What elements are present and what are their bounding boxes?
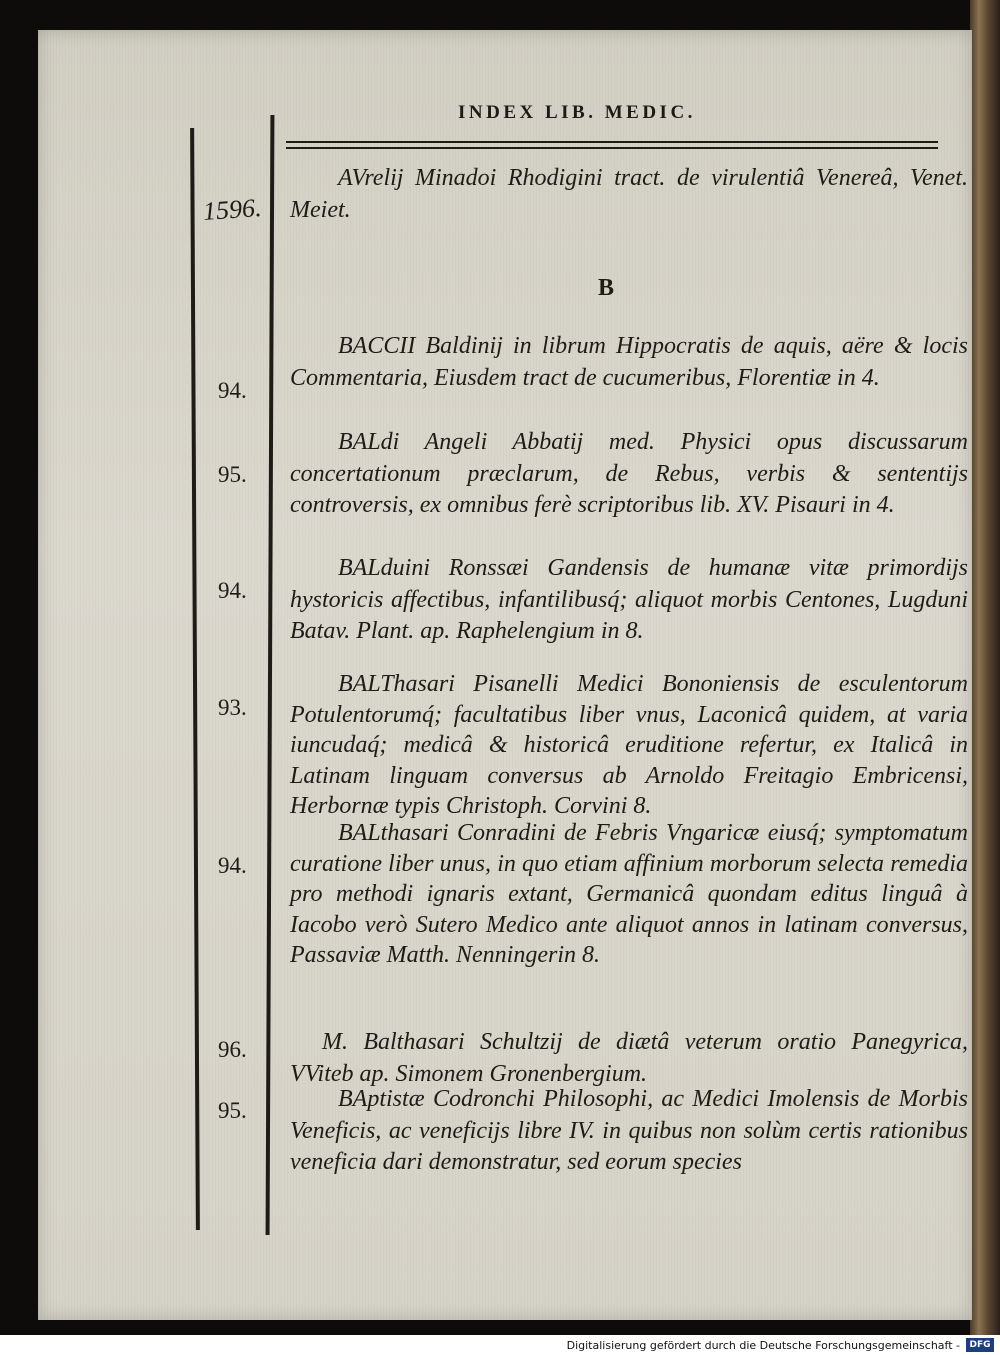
- section-letter: B: [598, 275, 615, 301]
- index-entry: BALThasari Pisanelli Medici Bononiensis de esculentorum Potulentorumq́; facultatibus liber vnus, Laconicâ quidem, at varia iuncudaq́; medicâ & historicâ eruditione refertur, ex Italicâ in Latinam linguam conversus ab Arnoldo Freitagio Embricensi, Herbornæ typis Christoph. Corvini 8.: [290, 671, 968, 819]
- index-entry: BAptistæ Codronchi Philosophi, ac Medici Imolensis de Morbis Veneficis, ac veneficijs libre IV. in quibus non solùm certis rationibus veneficia dari demonstratur, sed eorum species: [290, 1086, 968, 1175]
- book-edge: [970, 0, 1000, 1335]
- margin-number: 95.: [218, 462, 247, 487]
- margin-number: 94.: [218, 378, 247, 403]
- index-entry: M. Balthasari Schultzij de diætâ veterum oratio Panegyrica, VViteb ap. Simonem Gronenbergium.: [290, 1029, 968, 1087]
- header-rule-top: [286, 141, 938, 143]
- margin-year: 1596.: [202, 192, 263, 227]
- header-rule-bottom: [286, 147, 938, 149]
- index-entry: BALdi Angeli Abbatij med. Physici opus discussarum concertationum præclarum, de Rebus, verbis & sententijs controversis, ex omnibus ferè scriptoribus lib. XV. Pisauri in 4.: [290, 429, 968, 518]
- margin-number: 93.: [218, 695, 247, 720]
- margin-number: 95.: [218, 1098, 247, 1123]
- index-entry: AVrelij Minadoi Rhodigini tract. de virulentiâ Venereâ, Venet. Meiet.: [290, 165, 968, 223]
- footer-credit: Digitalisierung gefördert durch die Deutsche Forschungsgemeinschaft -: [566, 1339, 960, 1352]
- margin-number: 94.: [218, 578, 247, 603]
- index-entry: BACCII Baldinij in librum Hippocratis de aquis, aëre & locis Commentaria, Eiusdem tract de cucumeribus, Florentiæ in 4.: [290, 333, 968, 391]
- margin-number: 96.: [218, 1037, 247, 1062]
- index-entry: BALduini Ronssæi Gandensis de humanæ vitæ primordijs hystoricis affectibus, infantilibusq́; aliquot morbis Centones, Lugduni Batav. Plant. ap. Raphelengium in 8.: [290, 555, 968, 644]
- dfg-logo-icon: DFG: [966, 1338, 994, 1352]
- running-header: INDEX LIB. MEDIC.: [458, 102, 696, 123]
- margin-number: 94.: [218, 853, 247, 878]
- index-entry: BALthasari Conradini de Febris Vngaricæ eiusq́; symptomatum curatione liber unus, in quo etiam affinium morborum selecta remedia pro methodi ignaris extant, Germanicâ quondam editus linguâ à Iacobo verò Sutero Medico ante aliquot annos in latinam conversus, Passaviæ Matth. Nenningerin 8.: [290, 820, 968, 968]
